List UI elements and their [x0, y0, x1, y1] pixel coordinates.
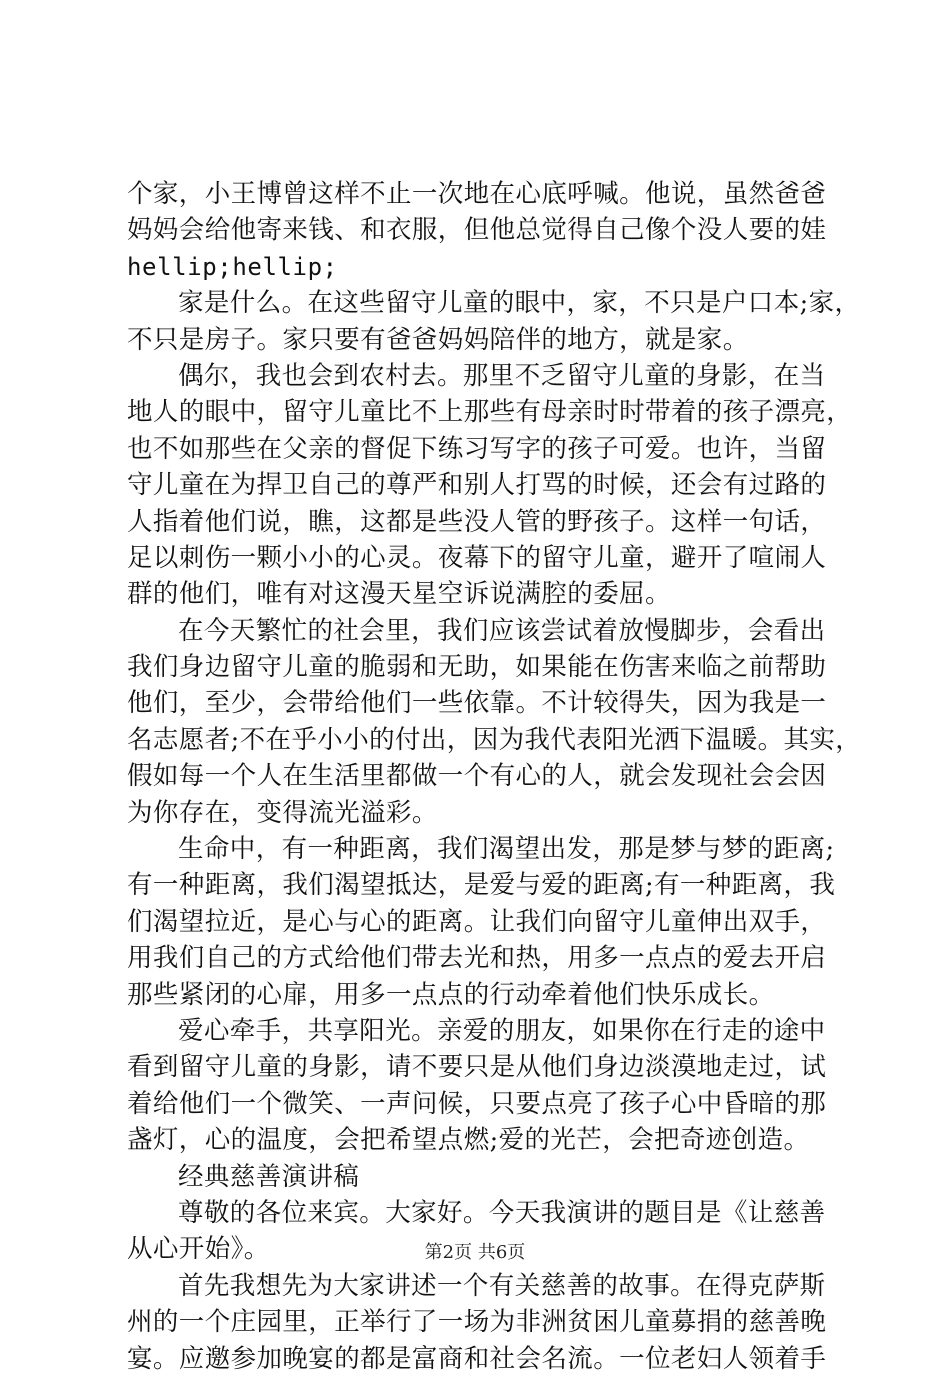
text-line: 地人的眼中，留守儿童比不上那些有母亲时时带着的孩子漂亮， — [127, 397, 853, 428]
text-line: 盏灯，心的温度，会把希望点燃;爱的光芒，会把奇迹创造。 — [127, 1125, 810, 1156]
text-line: 守儿童在为捍卫自己的尊严和别人打骂的时候，还会有过路的 — [127, 470, 827, 501]
text-line: 他们，至少，会带给他们一些依靠。不计较得失，因为我是一 — [127, 688, 827, 719]
text-line: 宴。应邀参加晚宴的都是富商和社会名流。一位老妇人领着手 — [127, 1343, 827, 1374]
text-line: 也不如那些在父亲的督促下练习写字的孩子可爱。也许，当留 — [127, 433, 827, 464]
text-line: 那些紧闭的心扉，用多一点点的行动牵着他们快乐成长。 — [127, 979, 775, 1010]
text-line: 足以刺伤一颗小小的心灵。夜幕下的留守儿童，避开了喧闹人 — [127, 542, 827, 573]
text-line: 州的一个庄园里，正举行了一场为非洲贫困儿童募捐的慈善晚 — [127, 1307, 827, 1338]
document-body — [127, 176, 862, 1377]
text-line: 在今天繁忙的社会里，我们应该尝试着放慢脚步，会看出 — [178, 615, 826, 646]
text-line: 着给他们一个微笑、一声问候，只要点亮了孩子心中昏暗的那 — [127, 1088, 827, 1119]
text-line: 首先我想先为大家讲述一个有关慈善的故事。在得克萨斯 — [178, 1270, 826, 1301]
text-line: 看到留守儿童的身影，请不要只是从他们身边淡漠地走过，试 — [127, 1052, 827, 1083]
text-line: 个家，小王博曾这样不止一次地在心底呼喊。他说，虽然爸爸 — [127, 179, 827, 209]
text-line: 从心开始》。 — [127, 1234, 270, 1265]
text-line: 妈妈会给他寄来钱、和衣服，但他总觉得自己像个没人要的娃 — [127, 215, 827, 246]
text-line: 经典慈善演讲稿 — [178, 1161, 360, 1192]
page-footer: 第2页 共6页 — [424, 1242, 526, 1263]
text-line: 家是什么。在这些留守儿童的眼中，家，不只是户口本;家， — [178, 288, 861, 319]
text-line: 尊敬的各位来宾。大家好。今天我演讲的题目是《让慈善 — [178, 1197, 826, 1228]
text-line: 们渴望拉近，是心与心的距离。让我们向留守儿童伸出双手， — [127, 906, 827, 937]
text-line: 有一种距离，我们渴望抵达，是爱与爱的距离;有一种距离，我 — [127, 870, 836, 901]
text-line: 名志愿者;不在乎小小的付出，因为我代表阳光洒下温暖。其实， — [127, 724, 862, 755]
text-line: hellip;hellip; — [127, 252, 338, 281]
text-line: 爱心牵手，共享阳光。亲爱的朋友，如果你在行走的途中 — [178, 1015, 826, 1046]
text-line: 为你存在，变得流光溢彩。 — [127, 797, 438, 828]
text-line: 不只是房子。家只要有爸爸妈妈陪伴的地方，就是家。 — [127, 324, 749, 355]
text-line: 生命中，有一种距离，我们渴望出发，那是梦与梦的距离; — [178, 834, 835, 865]
text-line: 人指着他们说，瞧，这都是些没人管的野孩子。这样一句话， — [127, 506, 827, 537]
text-line: 我们身边留守儿童的脆弱和无助，如果能在伤害来临之前帮助 — [127, 652, 827, 683]
text-line: 群的他们，唯有对这漫天星空诉说满腔的委屈。 — [127, 579, 671, 610]
text-line: 用我们自己的方式给他们带去光和热，用多一点点的爱去开启 — [127, 943, 827, 974]
text-line: 偶尔，我也会到农村去。那里不乏留守儿童的身影，在当 — [178, 360, 826, 391]
text-line: 假如每一个人在生活里都做一个有心的人，就会发现社会会因 — [127, 761, 827, 792]
